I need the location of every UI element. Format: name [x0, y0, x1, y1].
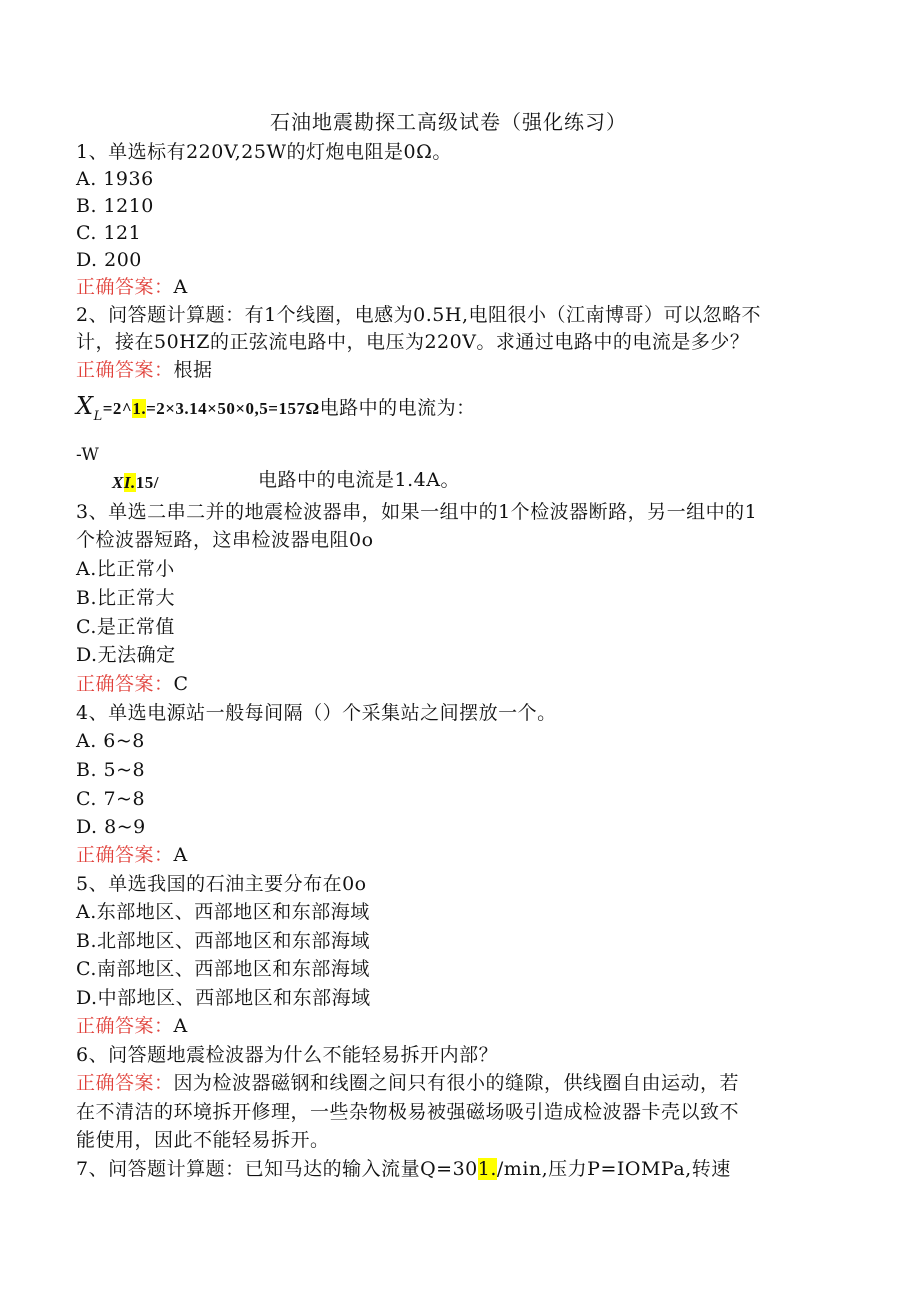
q6-answer-line1: 因为检波器磁钢和线圈之间只有很小的缝隙，供线圈自由运动，若 — [173, 1072, 740, 1094]
formula-part1: =2^ — [102, 399, 133, 418]
q4-option-a: A. 6~8 — [76, 730, 145, 752]
q2-formula — [76, 392, 476, 431]
q3-option-d: D.无法确定 — [76, 644, 176, 666]
q3-answer — [76, 670, 189, 698]
q2-current-text: 电路中的电流是1.4A。 — [258, 469, 460, 491]
q7-stem: 7、问答题计算题：已知马达的输入流量Q=301./min,压力P=IOMPa,转速 — [76, 1158, 731, 1180]
q4-answer-value: A — [173, 844, 188, 866]
q6-stem: 6、问答题地震检波器为什么不能轻易拆开内部？ — [76, 1044, 499, 1066]
answer-label: 正确答案： — [76, 844, 174, 866]
q4-option-d: D. 8~9 — [76, 816, 146, 838]
q4-answer — [76, 841, 188, 869]
formula-part2: =2×3.14×50×0,5=157Ω — [146, 399, 320, 418]
q6-answer-line2: 在不清洁的环境拆开修理，一些杂物极易被强磁场吸引造成检波器卡壳以致不 — [76, 1101, 740, 1123]
q1-answer — [76, 273, 188, 301]
q5-option-d: D.中部地区、西部地区和东部海域 — [76, 987, 371, 1009]
q1-option-d: D. 200 — [76, 249, 142, 271]
q2-answer — [76, 356, 213, 384]
q1-answer-value: A — [173, 276, 188, 298]
formula-xl: $X_L$ — [76, 392, 103, 424]
q2-stem-line1: 2、问答题计算题：有1个线圈，电感为0.5H,电阻很小（江南博哥）可以忽略不 — [76, 304, 762, 326]
answer-label: 正确答案： — [76, 359, 174, 381]
q3-stem-line2: 个检波器短路，这串检波器电阻0o — [76, 529, 374, 551]
q2-answer-value: 根据 — [173, 359, 213, 381]
page-title: 石油地震勘探工高级试卷（强化练习） — [270, 110, 627, 134]
q4-option-c: C. 7~8 — [76, 788, 146, 810]
answer-label: 正确答案： — [76, 1015, 174, 1037]
q3-answer-value: C — [173, 673, 189, 695]
q3-stem-line1: 3、单选二串二并的地震检波器串，如果一组中的1个检波器断路，另一组中的1 — [76, 501, 758, 523]
formula-highlight: 1. — [132, 399, 147, 418]
q1-option-a: A. 1936 — [76, 168, 154, 190]
q3-option-c: C.是正常值 — [76, 616, 175, 638]
q7-highlight: 1. — [477, 1158, 497, 1180]
q2-x-fragment: XI.15/ — [112, 473, 159, 492]
answer-label: 正确答案： — [76, 1072, 174, 1094]
q3-option-b: B.比正常大 — [76, 587, 176, 609]
q2-w-line: -W — [76, 445, 100, 465]
q2-stem-line2: 计，接在50HZ的正弦流电路中，电压为220V。求通过电路中的电流是多少？ — [76, 331, 750, 353]
q5-option-a: A.东部地区、西部地区和东部海域 — [76, 901, 370, 923]
q4-option-b: B. 5~8 — [76, 759, 146, 781]
q3-option-a: A.比正常小 — [76, 558, 175, 580]
q1-option-b: B. 1210 — [76, 195, 154, 217]
q6-answer — [76, 1069, 739, 1097]
q5-answer — [76, 1012, 188, 1040]
x-highlight: I. — [123, 473, 136, 492]
q5-answer-value: A — [173, 1015, 188, 1037]
q4-stem: 4、单选电源站一般每间隔（）个采集站之间摆放一个。 — [76, 702, 557, 724]
q5-option-b: B.北部地区、西部地区和东部海域 — [76, 930, 371, 952]
answer-label: 正确答案： — [76, 276, 174, 298]
q1-stem: 1、单选标有220V,25W的灯炮电阻是0Ω。 — [76, 141, 452, 163]
q1-option-c: C. 121 — [76, 222, 142, 244]
formula-tail: 电路中的电流为： — [319, 397, 476, 419]
q6-answer-line3: 能使用，因此不能轻易拆开。 — [76, 1129, 330, 1151]
q5-stem: 5、单选我国的石油主要分布在0o — [76, 873, 367, 895]
answer-label: 正确答案： — [76, 673, 174, 695]
q5-option-c: C.南部地区、西部地区和东部海域 — [76, 958, 370, 980]
